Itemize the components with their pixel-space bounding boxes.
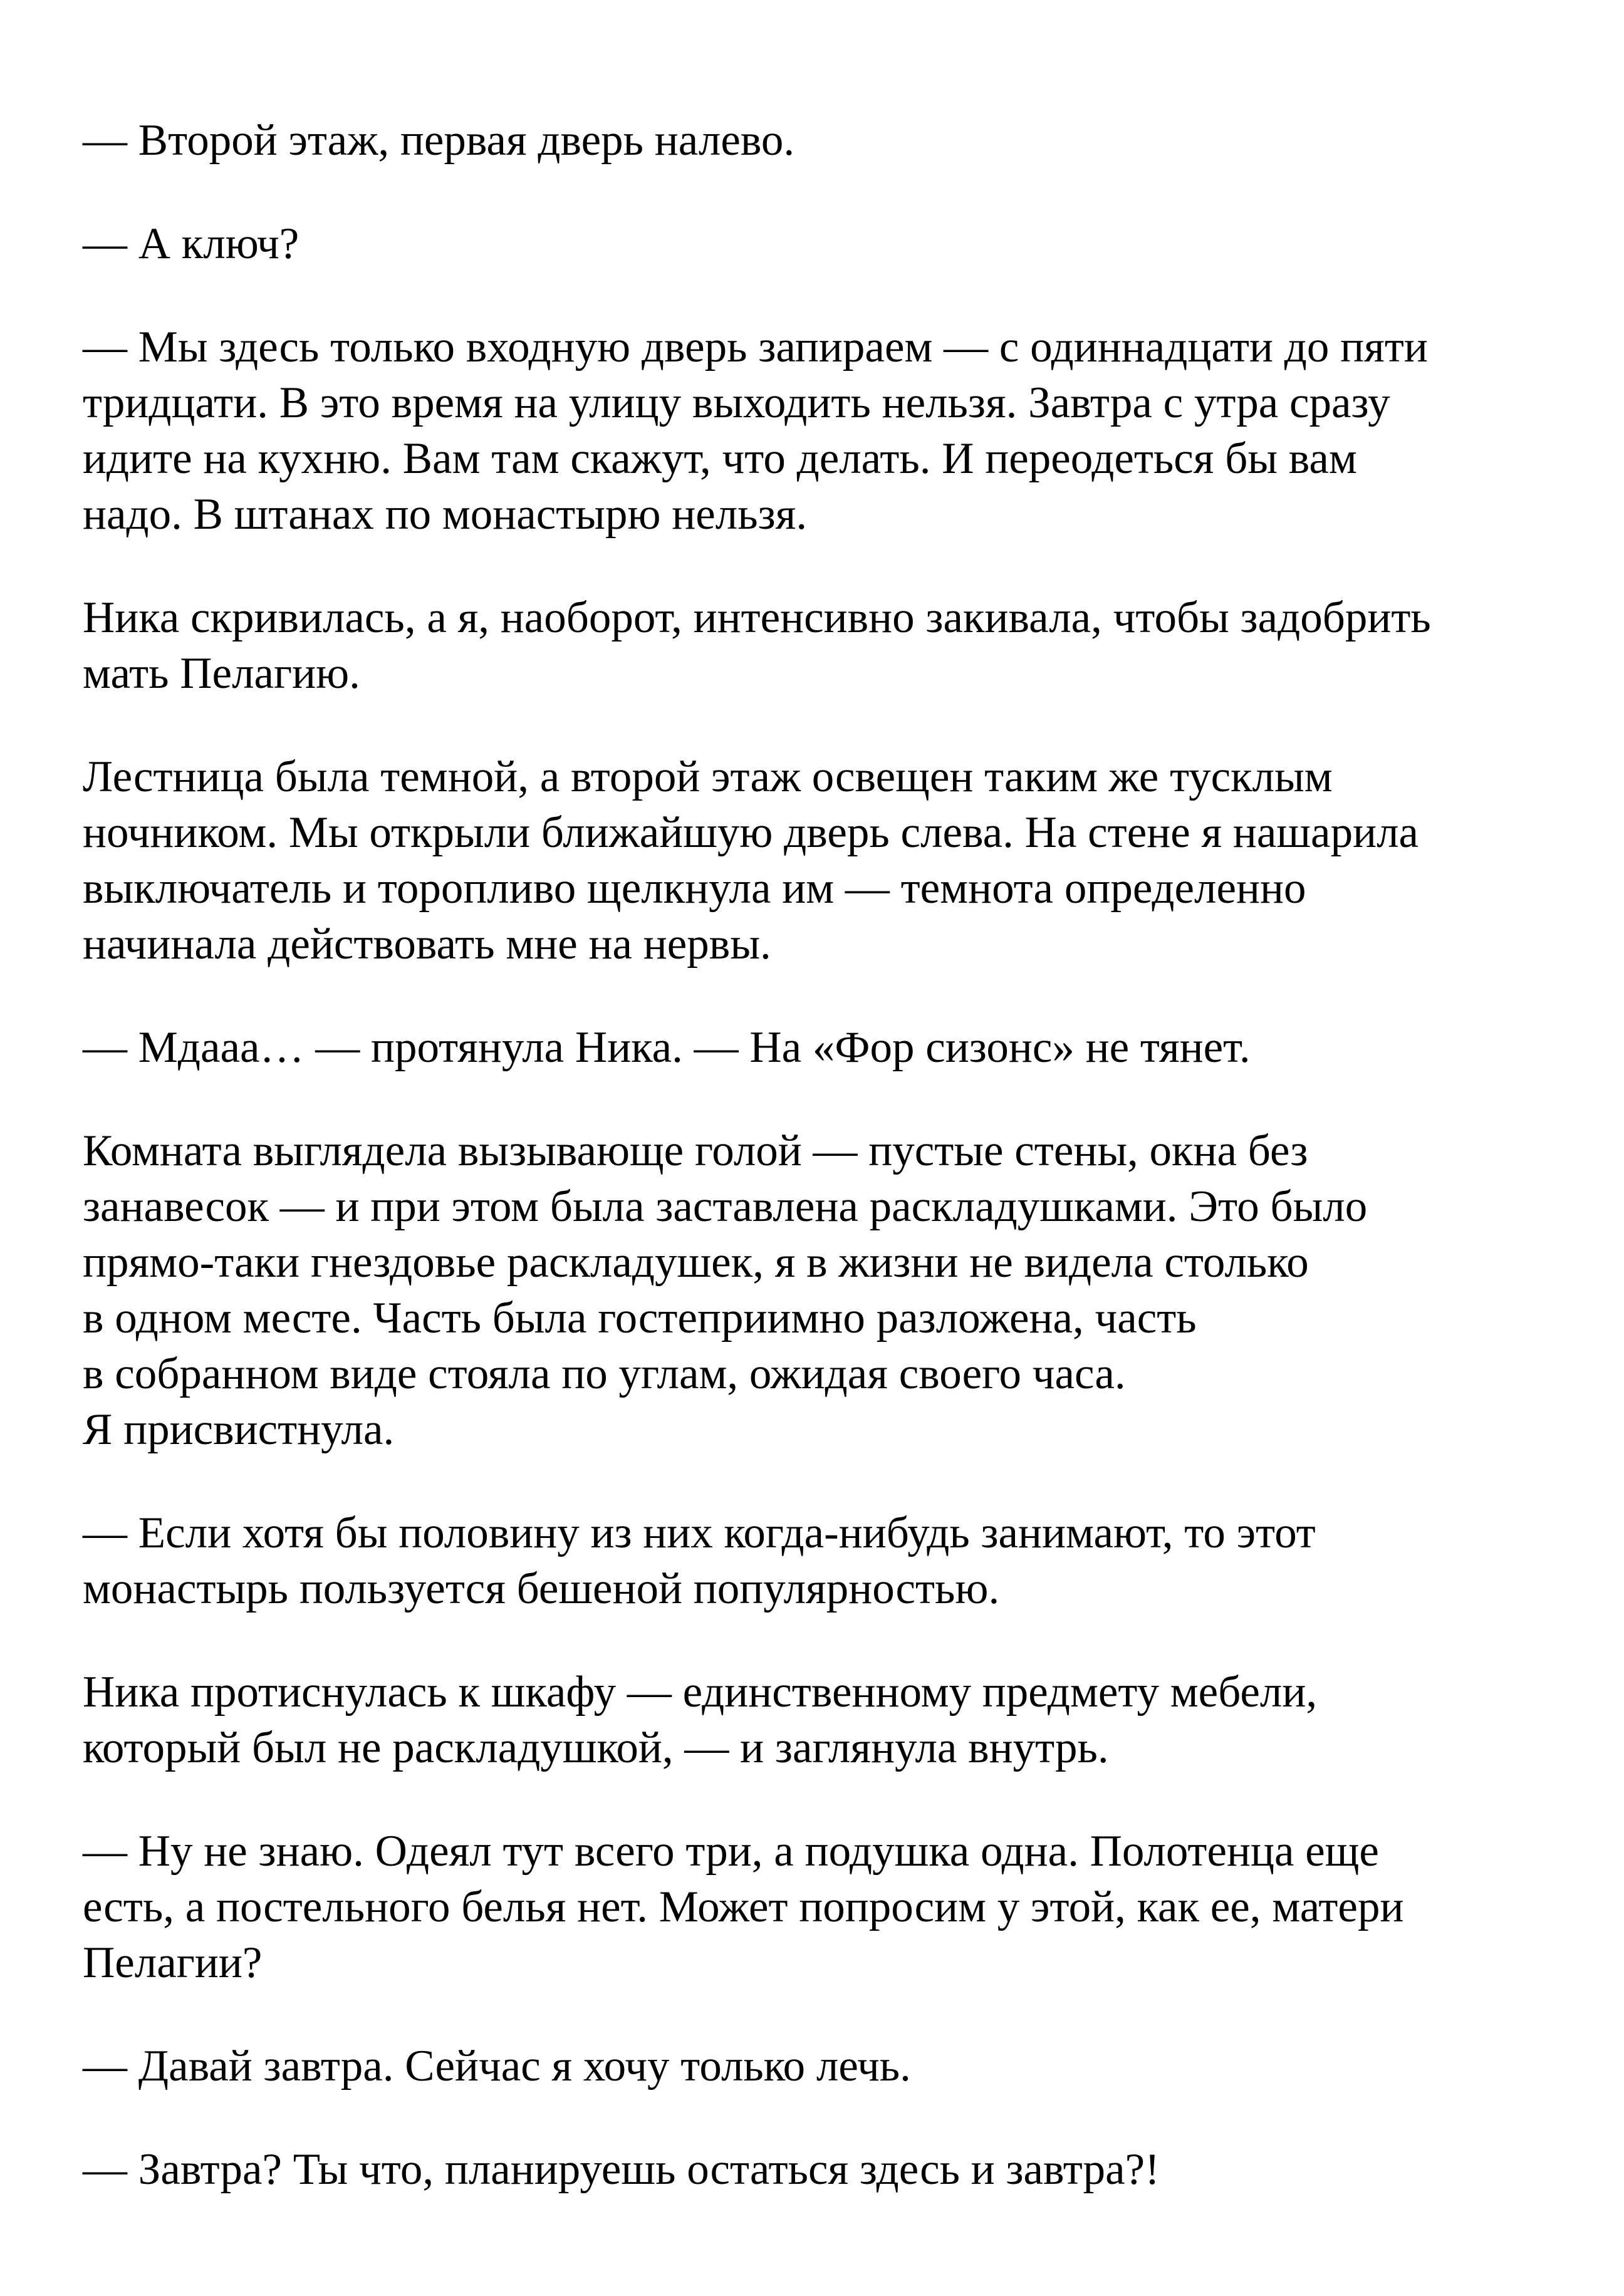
dialogue-paragraph: — Мы здесь только входную дверь запираем — с одиннадцати до пяти тридцати. В это время на улицу выходить нельзя. Завтра с утра сразу идите на кухню. Вам там скажут, что делать. И переодеться бы вам надо. В штанах по монастырю нельзя. (83, 323, 1428, 539)
dialogue-paragraph: — Второй этаж, первая дверь налево. (83, 116, 795, 165)
dialogue-paragraph: — А ключ? (83, 219, 299, 268)
dialogue-paragraph: — Давай завтра. Сейчас я хочу только лечь. (83, 2042, 911, 2091)
dialogue-paragraph: — Завтра? Ты что, планируешь остаться здесь и завтра?! (83, 2145, 1160, 2194)
narration-paragraph: Комната выглядела вызывающе голой — пустые стены, окна без занавесок — и при этом была заставлена раскладушками. Это было прямо-таки гнездовье раскладушек, я в жизни не видела столько в одном месте. Часть была гостеприимно разложена, часть в собранном виде стояла по углам, ожидая своего часа. Я присвистнула. (83, 1126, 1368, 1454)
dialogue-paragraph: — Если хотя бы половину из них когда-нибудь занимают, то этот монастырь пользуется бешеной популярностью. (83, 1509, 1316, 1613)
document-page (83, 113, 1561, 2198)
narration-paragraph: Ника протиснулась к шкафу — единственному предмету мебели, который был не раскладушкой, — и заглянула внутрь. (83, 1668, 1318, 1772)
narration-paragraph: Лестница была темной, а второй этаж освещен таким же тусклым ночником. Мы открыли ближайшую дверь слева. На стене я нашарила выключатель и торопливо щелкнула им — темнота определенно начинала действовать мне на нервы. (83, 752, 1419, 969)
narration-paragraph: Ника скривилась, а я, наоборот, интенсивно закивала, чтобы задобрить мать Пелагию. (83, 593, 1431, 698)
dialogue-paragraph: — Мдааа… — протянула Ника. — На «Фор сизонс» не тянет. (83, 1023, 1251, 1072)
dialogue-paragraph: — Ну не знаю. Одеял тут всего три, а подушка одна. Полотенца еще есть, а постельного белья нет. Может попросим у этой, как ее, матери Пелагии? (83, 1827, 1404, 1987)
